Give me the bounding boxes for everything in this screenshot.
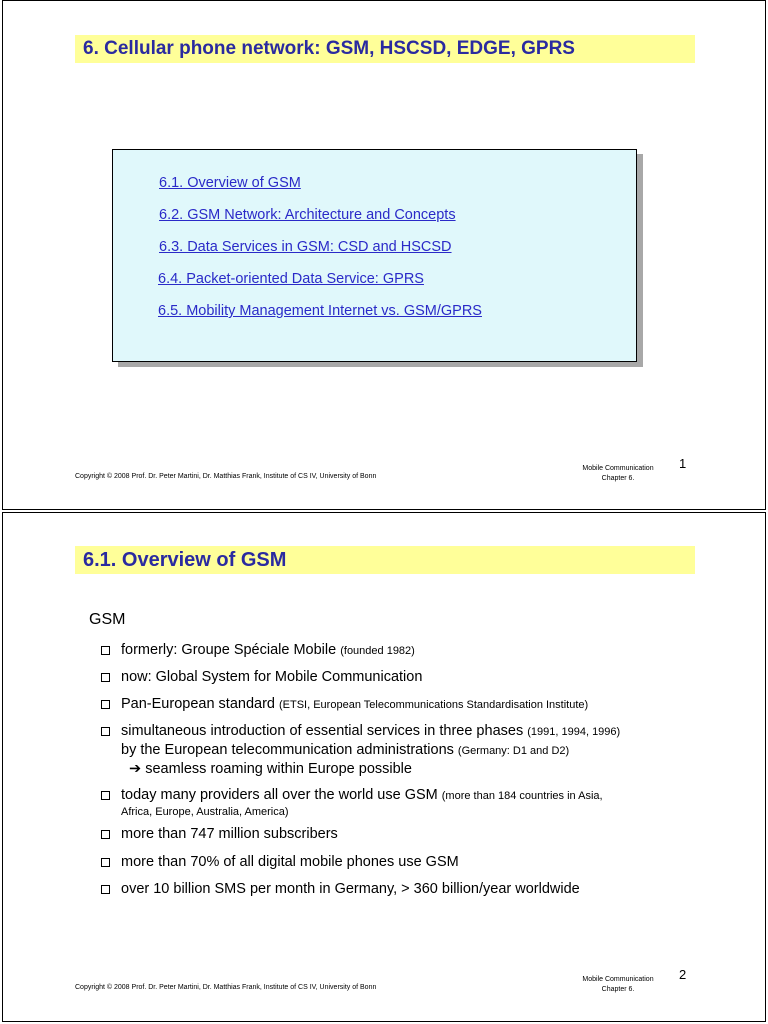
- checkbox-square-icon: [101, 646, 110, 655]
- slide-2: [2, 512, 766, 1022]
- checkbox-square-icon: [101, 727, 110, 736]
- checkbox-square-icon: [101, 673, 110, 682]
- bullet-note: (ETSI, European Telecommunications Standardisation Institute): [279, 699, 589, 711]
- footer-course: Mobile Communication: [582, 465, 654, 472]
- bullet-text-continued: by the European telecommunication administrations: [121, 742, 458, 758]
- page-number: 1: [679, 456, 687, 471]
- bullet-note: (more than 184 countries in Asia,: [441, 790, 603, 802]
- list-item: [101, 641, 721, 660]
- bullet-text: Pan-European standard: [121, 696, 279, 712]
- section-heading: GSM: [89, 611, 126, 628]
- footer-chapter: Chapter 6.: [601, 986, 635, 993]
- list-item: [101, 825, 721, 843]
- footer-course: Mobile Communication: [582, 976, 654, 983]
- slide-title: 6. Cellular phone network: GSM, HSCSD, EDGE, GPRS: [83, 38, 575, 59]
- list-item: [101, 722, 721, 778]
- bullet-text: simultaneous introduction of essential services in three phases: [121, 723, 528, 739]
- checkbox-square-icon: [101, 885, 110, 894]
- bullet-text: today many providers all over the world use GSM: [121, 787, 442, 803]
- toc-link-overview[interactable]: 6.1. Overview of GSM: [159, 175, 301, 191]
- bullet-text: more than 70% of all digital mobile phones use GSM: [121, 854, 459, 870]
- list-item: [101, 880, 721, 898]
- bullet-note: (1991, 1994, 1996): [527, 726, 621, 738]
- list-item: [101, 786, 721, 819]
- footer-course-info: [543, 975, 693, 995]
- bullet-text: formerly: Groupe Spéciale Mobile: [121, 642, 341, 658]
- bullet-subtext: seamless roaming within Europe possible: [145, 761, 412, 777]
- title-bar: [75, 35, 695, 63]
- copyright-notice: Copyright © 2008 Prof. Dr. Peter Martini, Dr. Matthias Frank, Institute of CS IV, University of Bonn: [75, 984, 377, 991]
- page-number: 2: [679, 967, 687, 982]
- toc-link-data-services[interactable]: 6.3. Data Services in GSM: CSD and HSCSD: [159, 239, 452, 255]
- checkbox-square-icon: [101, 791, 110, 800]
- list-item: [101, 853, 721, 871]
- footer-chapter: Chapter 6.: [601, 475, 635, 482]
- checkbox-square-icon: [101, 858, 110, 867]
- checkbox-square-icon: [101, 830, 110, 839]
- bullet-note: (Germany: D1 and D2): [457, 745, 570, 757]
- bullet-text: now: Global System for Mobile Communication: [121, 669, 423, 685]
- slide-title: 6.1. Overview of GSM: [83, 549, 287, 571]
- bullet-text: more than 747 million subscribers: [121, 826, 338, 842]
- title-bar: [75, 546, 695, 574]
- bullet-text: over 10 billion SMS per month in Germany, > 360 billion/year worldwide: [121, 881, 580, 897]
- list-item: [101, 668, 721, 686]
- bullet-note: (founded 1982): [340, 645, 415, 657]
- list-item: [101, 695, 721, 714]
- bullet-note-continued: Africa, Europe, Australia, America): [121, 806, 289, 818]
- arrow-right-icon: ➔: [129, 761, 142, 777]
- checkbox-square-icon: [101, 700, 110, 709]
- toc-link-mobility[interactable]: 6.5. Mobility Management Internet vs. GSM/GPRS: [158, 303, 482, 319]
- toc-link-architecture[interactable]: 6.2. GSM Network: Architecture and Concepts: [159, 207, 456, 223]
- toc-link-gprs[interactable]: 6.4. Packet-oriented Data Service: GPRS: [158, 271, 424, 287]
- slide-1: [2, 0, 766, 510]
- copyright-notice: Copyright © 2008 Prof. Dr. Peter Martini, Dr. Matthias Frank, Institute of CS IV, University of Bonn: [75, 473, 377, 480]
- footer-course-info: [543, 464, 693, 484]
